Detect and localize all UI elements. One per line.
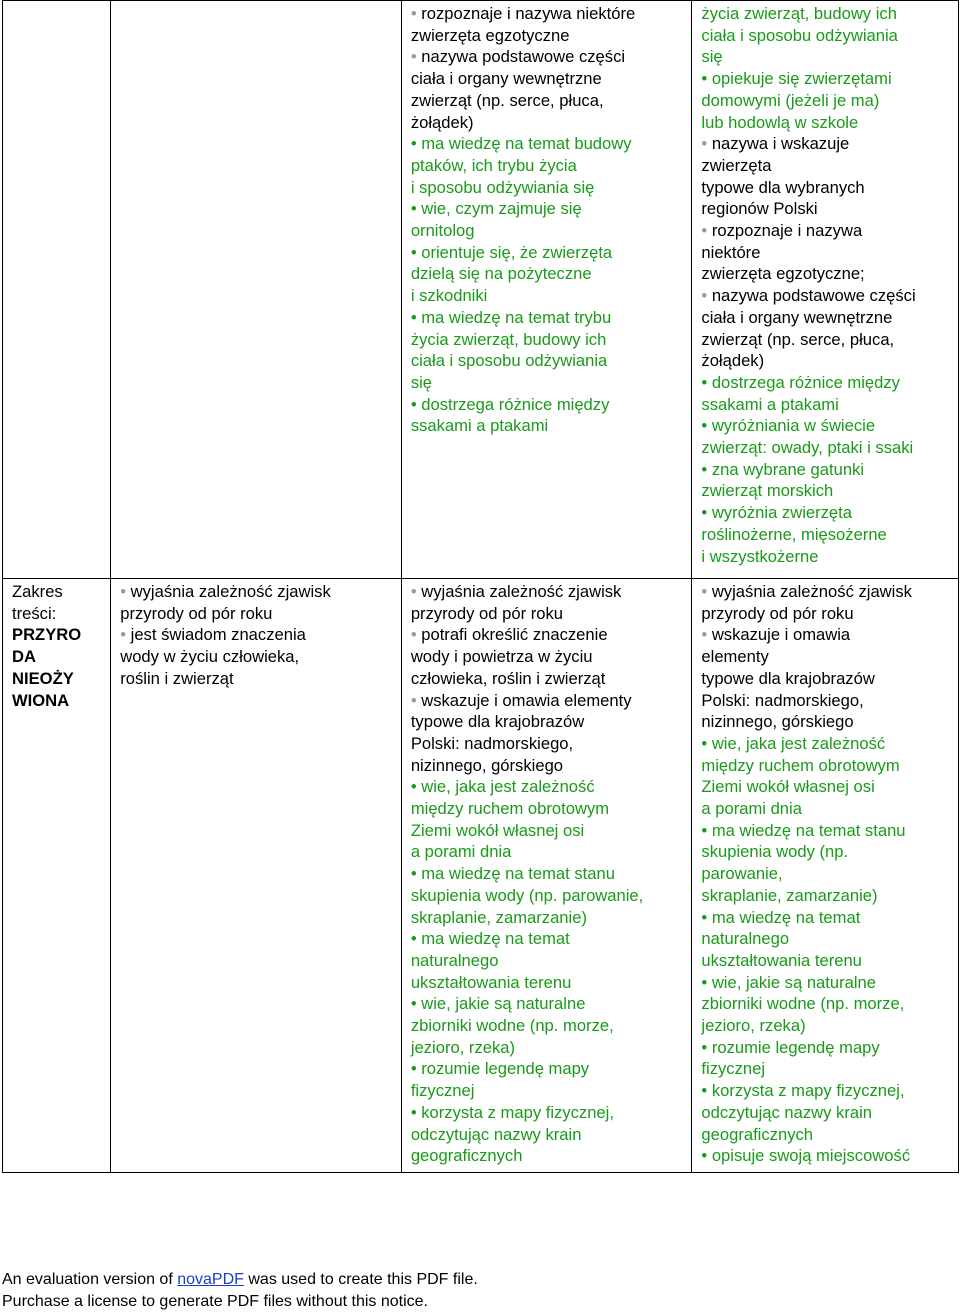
- item-text: dostrzega różnice między: [712, 373, 900, 392]
- item-text: opiekuje się zwierzętami: [712, 69, 892, 88]
- item-text: ma wiedzę na temat budowy: [421, 134, 631, 153]
- bullet-icon: •: [411, 4, 421, 23]
- item-text: niektóre: [701, 243, 760, 262]
- text-line: [120, 603, 395, 625]
- row1-level1-cell: [111, 1, 402, 579]
- item-text: skraplanie, zamarzanie): [701, 886, 877, 905]
- item-text: domowymi (jeżeli je ma): [701, 91, 879, 110]
- text-line: [701, 755, 952, 777]
- item-text: ukształtowania terenu: [411, 973, 572, 992]
- item-text: dostrzega różnice między: [421, 395, 609, 414]
- item-text: geograficznych: [411, 1146, 523, 1165]
- item-text: typowe dla krajobrazów: [411, 712, 584, 731]
- item-text: ciała i organy wewnętrzne: [701, 308, 892, 327]
- bullet-icon: •: [701, 1081, 711, 1100]
- bullet-item: [701, 1145, 952, 1167]
- item-text: ssakami a ptakami: [411, 416, 548, 435]
- notice-line-2: Purchase a license to generate PDF files without this notice.: [2, 1291, 478, 1312]
- bullet-icon: •: [701, 821, 711, 840]
- text-line: [411, 1124, 686, 1146]
- bullet-icon: •: [701, 1038, 711, 1057]
- item-text: ma wiedzę na temat stanu: [421, 864, 615, 883]
- text-line: [411, 350, 686, 372]
- item-text: ciała i organy wewnętrzne: [411, 69, 602, 88]
- text-line: [411, 155, 686, 177]
- item-text: życia zwierząt, budowy ich: [411, 330, 607, 349]
- item-text: ma wiedzę na temat stanu: [712, 821, 906, 840]
- row2-level2-cell: [401, 579, 692, 1173]
- item-text: zwierząt (np. serce, płuca,: [411, 91, 604, 110]
- text-line: [701, 307, 952, 329]
- item-text: zwierząt (np. serce, płuca,: [701, 330, 894, 349]
- item-text: rozumie legendę mapy: [421, 1059, 589, 1078]
- item-text: zbiorniki wodne (np. morze,: [411, 1016, 614, 1035]
- text-line: [411, 112, 686, 134]
- bullet-icon: •: [701, 221, 711, 240]
- item-text: Ziemi wokół własnej osi: [701, 777, 874, 796]
- text-line: [701, 1124, 952, 1146]
- bullet-icon: •: [411, 777, 421, 796]
- text-line: [701, 928, 952, 950]
- item-text: ma wiedzę na temat trybu: [421, 308, 611, 327]
- item-text: korzysta z mapy fizycznej,: [421, 1103, 614, 1122]
- section-label-line: Zakres: [12, 581, 104, 603]
- text-line: [701, 546, 952, 568]
- text-line: [120, 646, 395, 668]
- item-text: rozumie legendę mapy: [712, 1038, 880, 1057]
- bullet-item: [701, 502, 952, 524]
- bullet-item: [701, 733, 952, 755]
- bullet-icon: •: [411, 1103, 421, 1122]
- item-text: zwierząt: owady, ptaki i ssaki: [701, 438, 913, 457]
- item-text: a porami dnia: [701, 799, 802, 818]
- text-line: [701, 950, 952, 972]
- item-text: Polski: nadmorskiego,: [411, 734, 573, 753]
- item-text: żołądek): [411, 113, 474, 132]
- item-text: roślin i zwierząt: [120, 669, 233, 688]
- item-text: potrafi określić znaczenie: [421, 625, 607, 644]
- text-line: [411, 177, 686, 199]
- text-line: [701, 1058, 952, 1080]
- item-text: wyróżnia zwierzęta: [712, 503, 852, 522]
- text-line: [701, 263, 952, 285]
- item-text: skupienia wody (np. parowanie,: [411, 886, 643, 905]
- text-line: [701, 798, 952, 820]
- section-label-line: treści:: [12, 603, 104, 625]
- item-text: skraplanie, zamarzanie): [411, 908, 587, 927]
- item-text: ptaków, ich trybu życia: [411, 156, 577, 175]
- item-text: nazywa i wskazuje: [712, 134, 849, 153]
- bullet-item: [701, 459, 952, 481]
- item-text: przyrody od pór roku: [411, 604, 563, 623]
- bullet-icon: •: [701, 416, 711, 435]
- bullet-item: [411, 46, 686, 68]
- bullet-icon: •: [411, 929, 421, 948]
- bullet-icon: •: [411, 134, 421, 153]
- item-text: zna wybrane gatunki: [712, 460, 864, 479]
- item-text: opisuje swoją miejscowość: [712, 1146, 910, 1165]
- text-line: [411, 90, 686, 112]
- table-row: [3, 1, 959, 579]
- text-line: [411, 907, 686, 929]
- item-text: ma wiedzę na temat: [421, 929, 570, 948]
- item-text: orientuje się, że zwierzęta: [421, 243, 612, 262]
- bullet-icon: •: [411, 625, 421, 644]
- bullet-item: [411, 133, 686, 155]
- item-text: przyrody od pór roku: [120, 604, 272, 623]
- text-line: [411, 820, 686, 842]
- item-text: wskazuje i omawia elementy: [421, 691, 631, 710]
- bullet-icon: •: [701, 460, 711, 479]
- bullet-icon: •: [411, 1059, 421, 1078]
- item-text: dzielą się na pożyteczne: [411, 264, 592, 283]
- text-line: [411, 885, 686, 907]
- text-line: [701, 437, 952, 459]
- bullet-item: [701, 372, 952, 394]
- text-line: [701, 841, 952, 863]
- bullet-icon: •: [411, 864, 421, 883]
- text-line: [701, 524, 952, 546]
- bullet-item: [411, 624, 686, 646]
- bullet-icon: •: [701, 625, 711, 644]
- text-line: [411, 372, 686, 394]
- item-text: wody w życiu człowieka,: [120, 647, 299, 666]
- bullet-item: [411, 307, 686, 329]
- text-line: [701, 112, 952, 134]
- text-line: [411, 1080, 686, 1102]
- item-text: wie, jaka jest zależność: [712, 734, 885, 753]
- text-line: [411, 972, 686, 994]
- text-line: [411, 329, 686, 351]
- bullet-icon: •: [701, 373, 711, 392]
- item-text: odczytując nazwy krain: [411, 1125, 582, 1144]
- item-text: i sposobu odżywiania się: [411, 178, 595, 197]
- bullet-item: [120, 624, 395, 646]
- text-line: [411, 415, 686, 437]
- bullet-icon: •: [701, 286, 711, 305]
- text-line: [701, 329, 952, 351]
- bullet-item: [701, 820, 952, 842]
- bullet-icon: •: [701, 973, 711, 992]
- text-line: [411, 950, 686, 972]
- text-line: [411, 798, 686, 820]
- text-line: [701, 993, 952, 1015]
- text-line: [701, 668, 952, 690]
- text-line: [411, 25, 686, 47]
- bullet-icon: •: [411, 243, 421, 262]
- bullet-item: [411, 242, 686, 264]
- text-line: [411, 285, 686, 307]
- item-text: typowe dla wybranych: [701, 178, 864, 197]
- bullet-item: [701, 907, 952, 929]
- text-line: [701, 1015, 952, 1037]
- item-text: wie, jakie są naturalne: [421, 994, 585, 1013]
- bullet-item: [411, 863, 686, 885]
- item-text: ornitolog: [411, 221, 475, 240]
- bullet-icon: •: [701, 69, 711, 88]
- item-text: nazywa podstawowe części: [712, 286, 916, 305]
- item-text: nazywa podstawowe części: [421, 47, 625, 66]
- item-text: ukształtowania terenu: [701, 951, 862, 970]
- bullet-item: [701, 68, 952, 90]
- item-text: ciała i sposobu odżywiania: [701, 26, 897, 45]
- item-text: przyrody od pór roku: [701, 604, 853, 623]
- text-line: [411, 711, 686, 733]
- row1-label-cell: [3, 1, 111, 579]
- text-line: [701, 885, 952, 907]
- text-line: [411, 1037, 686, 1059]
- item-text: jezioro, rzeka): [701, 1016, 805, 1035]
- text-line: [411, 668, 686, 690]
- item-text: zwierzęta: [701, 156, 771, 175]
- item-text: naturalnego: [701, 929, 789, 948]
- text-line: [411, 841, 686, 863]
- bullet-icon: •: [701, 134, 711, 153]
- item-text: żołądek): [701, 351, 764, 370]
- bullet-item: [411, 776, 686, 798]
- text-line: [411, 646, 686, 668]
- item-text: między ruchem obrotowym: [411, 799, 609, 818]
- bullet-icon: •: [411, 199, 421, 218]
- item-text: geograficznych: [701, 1125, 813, 1144]
- text-line: [701, 776, 952, 798]
- bullet-item: [701, 1080, 952, 1102]
- row2-level1-cell: [111, 579, 402, 1173]
- text-line: [411, 603, 686, 625]
- bullet-item: [411, 581, 686, 603]
- text-line: [701, 480, 952, 502]
- evaluation-notice: [2, 1269, 478, 1312]
- bullet-item: [411, 1102, 686, 1124]
- item-text: parowanie,: [701, 864, 782, 883]
- bullet-item: [701, 220, 952, 242]
- bullet-icon: •: [701, 503, 711, 522]
- bullet-icon: •: [411, 994, 421, 1013]
- row2-level3-cell: [692, 579, 959, 1173]
- bullet-icon: •: [411, 47, 421, 66]
- text-line: [701, 863, 952, 885]
- bullet-item: [701, 133, 952, 155]
- item-text: wyróżniania w świecie: [712, 416, 875, 435]
- item-text: wody i powietrza w życiu: [411, 647, 593, 666]
- item-text: zwierząt morskich: [701, 481, 833, 500]
- item-text: fizycznej: [411, 1081, 475, 1100]
- item-text: ciała i sposobu odżywiania: [411, 351, 607, 370]
- row2-label-cell: [3, 579, 111, 1173]
- item-text: nizinnego, górskiego: [701, 712, 853, 731]
- notice-line-1: [2, 1269, 478, 1291]
- section-title-line: WIONA: [12, 690, 104, 712]
- table-row: [3, 579, 959, 1173]
- text-line: [411, 68, 686, 90]
- text-line: [701, 690, 952, 712]
- bullet-icon: •: [701, 734, 711, 753]
- notice-suffix: was used to create this PDF file.: [244, 1271, 478, 1288]
- item-text: jezioro, rzeka): [411, 1038, 515, 1057]
- bullet-item: [411, 1058, 686, 1080]
- section-title-line: PRZYRO: [12, 624, 104, 646]
- text-line: [411, 220, 686, 242]
- bullet-item: [701, 285, 952, 307]
- text-line: [701, 394, 952, 416]
- text-line: [411, 1015, 686, 1037]
- text-line: [701, 25, 952, 47]
- item-text: wyjaśnia zależność zjawisk: [421, 582, 621, 601]
- bullet-item: [411, 3, 686, 25]
- item-text: się: [701, 47, 722, 66]
- item-text: fizycznej: [701, 1059, 765, 1078]
- text-line: [701, 177, 952, 199]
- section-title-line: DA: [12, 646, 104, 668]
- novapdf-link[interactable]: novaPDF: [177, 1271, 244, 1288]
- item-text: odczytując nazwy krain: [701, 1103, 872, 1122]
- item-text: wie, jaka jest zależność: [421, 777, 594, 796]
- bullet-item: [120, 581, 395, 603]
- bullet-item: [411, 198, 686, 220]
- item-text: rozpoznaje i nazywa: [712, 221, 862, 240]
- item-text: wyjaśnia zależność zjawisk: [712, 582, 912, 601]
- bullet-icon: •: [120, 582, 130, 601]
- item-text: korzysta z mapy fizycznej,: [712, 1081, 905, 1100]
- bullet-item: [411, 928, 686, 950]
- item-text: zbiorniki wodne (np. morze,: [701, 994, 904, 1013]
- bullet-icon: •: [411, 582, 421, 601]
- text-line: [411, 263, 686, 285]
- item-text: regionów Polski: [701, 199, 817, 218]
- bullet-icon: •: [411, 691, 421, 710]
- bullet-item: [411, 993, 686, 1015]
- bullet-item: [701, 415, 952, 437]
- item-text: jest świadom znaczenia: [131, 625, 306, 644]
- bullet-item: [411, 690, 686, 712]
- row1-level2-cell: [401, 1, 692, 579]
- text-line: [701, 711, 952, 733]
- item-text: elementy: [701, 647, 768, 666]
- text-line: [411, 733, 686, 755]
- item-text: lub hodowlą w szkole: [701, 113, 858, 132]
- bullet-item: [701, 624, 952, 646]
- text-line: [701, 90, 952, 112]
- item-text: naturalnego: [411, 951, 499, 970]
- item-text: a porami dnia: [411, 842, 512, 861]
- text-line: [701, 646, 952, 668]
- item-text: wie, jakie są naturalne: [712, 973, 876, 992]
- item-text: skupienia wody (np.: [701, 842, 848, 861]
- item-text: nizinnego, górskiego: [411, 756, 563, 775]
- item-text: życia zwierząt, budowy ich: [701, 4, 897, 23]
- bullet-icon: •: [411, 395, 421, 414]
- item-text: Polski: nadmorskiego,: [701, 691, 863, 710]
- item-text: między ruchem obrotowym: [701, 756, 899, 775]
- text-line: [701, 198, 952, 220]
- item-text: wyjaśnia zależność zjawisk: [131, 582, 331, 601]
- item-text: i szkodniki: [411, 286, 488, 305]
- text-line: [701, 242, 952, 264]
- bullet-item: [411, 394, 686, 416]
- item-text: typowe dla krajobrazów: [701, 669, 874, 688]
- item-text: zwierzęta egzotyczne: [411, 26, 570, 45]
- item-text: wskazuje i omawia: [712, 625, 850, 644]
- text-line: [701, 46, 952, 68]
- curriculum-table: [2, 0, 959, 1173]
- text-line: [411, 1145, 686, 1167]
- text-line: [701, 155, 952, 177]
- bullet-item: [701, 972, 952, 994]
- item-text: wie, czym zajmuje się: [421, 199, 581, 218]
- bullet-item: [701, 1037, 952, 1059]
- bullet-icon: •: [411, 308, 421, 327]
- item-text: roślinożerne, mięsożerne: [701, 525, 886, 544]
- text-line: [701, 603, 952, 625]
- item-text: się: [411, 373, 432, 392]
- item-text: Ziemi wokół własnej osi: [411, 821, 584, 840]
- bullet-icon: •: [120, 625, 130, 644]
- text-line: [120, 668, 395, 690]
- item-text: ma wiedzę na temat: [712, 908, 861, 927]
- notice-prefix: An evaluation version of: [2, 1271, 177, 1288]
- text-line: [411, 755, 686, 777]
- section-title-line: NIEOŻY: [12, 668, 104, 690]
- bullet-item: [701, 581, 952, 603]
- text-line: [701, 1102, 952, 1124]
- bullet-icon: •: [701, 1146, 711, 1165]
- item-text: ssakami a ptakami: [701, 395, 838, 414]
- bullet-icon: •: [701, 908, 711, 927]
- item-text: rozpoznaje i nazywa niektóre: [421, 4, 635, 23]
- item-text: człowieka, roślin i zwierząt: [411, 669, 606, 688]
- item-text: zwierzęta egzotyczne;: [701, 264, 864, 283]
- text-line: [701, 3, 952, 25]
- text-line: [701, 350, 952, 372]
- bullet-icon: •: [701, 582, 711, 601]
- item-text: i wszystkożerne: [701, 547, 818, 566]
- row1-level3-cell: [692, 1, 959, 579]
